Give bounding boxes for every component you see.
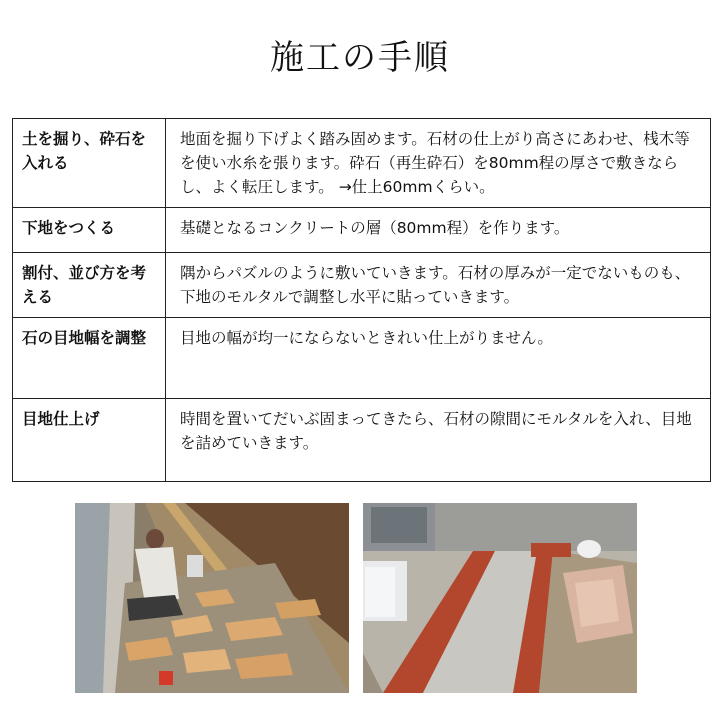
table-row	[13, 399, 711, 482]
step-name: 下地をつくる	[13, 208, 166, 253]
table-row	[13, 253, 711, 318]
table-row	[13, 208, 711, 253]
step-description: 時間を置いてだいぶ固まってきたら、石材の隙間にモルタルを入れ、目地を詰めていきます。	[166, 399, 711, 482]
step-name: 石の目地幅を調整	[13, 318, 166, 399]
page-title: 施工の手順	[270, 38, 450, 78]
table-row	[13, 119, 711, 208]
photo-brick-path-base	[363, 503, 637, 693]
step-name: 目地仕上げ	[13, 399, 166, 482]
table-row	[13, 318, 711, 399]
step-description: 地面を掘り下げよく踏み固めます。石材の仕上がり高さにあわせ、桟木等を使い水糸を張ります。砕石（再生砕石）を80mm程の厚さで敷きならし、よく転圧します。 →仕上60mmくらい。	[166, 119, 711, 208]
procedure-table	[12, 118, 711, 482]
step-description: 隅からパズルのように敷いていきます。石材の厚みが一定でないものも、下地のモルタルで調整し水平に貼っていきます。	[166, 253, 711, 318]
step-name: 土を掘り、砕石を入れる	[13, 119, 166, 208]
photo-laying-stones	[75, 503, 349, 693]
step-description: 目地の幅が均一にならないときれい仕上がりません。	[166, 318, 711, 399]
step-description: 基礎となるコンクリートの層（80mm程）を作ります。	[166, 208, 711, 253]
step-name: 割付、並び方を考える	[13, 253, 166, 318]
